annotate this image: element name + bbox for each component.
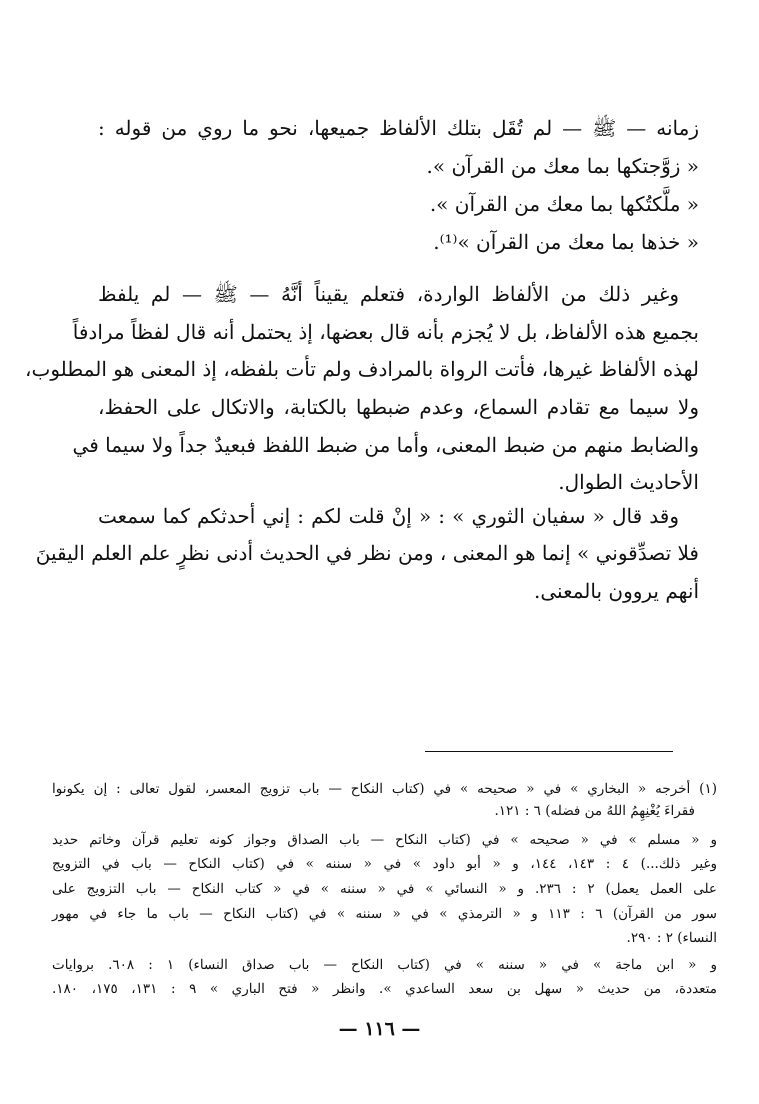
- quote-line: « ملَّكتُكها بما معك من القرآن ».: [429, 192, 699, 216]
- footnote-line: متعددة، من حديث « سهل بن سعد الساعدي ». وانظر « فتح الباري » ٩ : ١٣١، ١٧٥، ١٨٠.: [52, 981, 717, 997]
- body-line: بجميع هذه الألفاظ، بل لا يُجزم بأنه قال بعضها، إذ يحتمل أنه قال لفظاً مرادفاً: [72, 320, 699, 344]
- page-number: — ١١٦ —: [338, 1018, 421, 1040]
- body-line: الأحاديث الطوال.: [558, 470, 699, 494]
- footnote-line: (١) أخرجه « البخاري » في « صحيحه » في (كتاب النكاح — باب تزويج المعسر، لقول تعالى : إن يكونوا: [52, 781, 717, 797]
- quote-line: « زوَّجتكها بما معك من القرآن ».: [426, 154, 699, 178]
- footnote-separator: [425, 751, 673, 752]
- footnote-line: فقراءَ يُغْنِهِمُ اللهُ من فضله) ٦ : ١٢١.: [494, 803, 695, 819]
- footnote-line: و « مسلم » في « صحيحه » في (كتاب النكاح — باب الصداق وجواز كونه تعليم قرآن وخاتم حديد: [52, 832, 717, 848]
- body-line: فلا تصدِّقوني » إنما هو المعنى ، ومن نظر في الحديث أدنى نظرٍ علم العلم اليقينَ: [35, 541, 699, 565]
- footnote-line: النساء) ٢ : ٢٩٠.: [626, 930, 717, 946]
- body-line: وغير ذلك من الألفاظ الواردة، فتعلم يقيناً أنَّهُ — ﷺ — لم يلفظ: [98, 282, 679, 306]
- body-line: زمانه — ﷺ — لم تُقَل بتلك الألفاظ جميعها، نحو ما روي من قوله :: [98, 116, 699, 140]
- body-line: أنهم يروون بالمعنى.: [534, 579, 699, 603]
- footnote-line: سور من القرآن) ٦ : ١١٣ و « الترمذي » في « سننه » في (كتاب النكاح — باب ما جاء في مهور: [52, 906, 717, 922]
- footnote-line: على العمل يعمل) ٢ : ٢٣٦. و « النسائي » في « سننه » في « كتاب النكاح — باب التزويج على: [52, 881, 717, 897]
- body-line: لهذه الألفاظ غيرها، فأتت الرواة بالمرادف ولم تأت بلفظه، إذ المعنى هو المطلوب،: [25, 357, 699, 381]
- body-line: والضابط منهم من ضبط المعنى، وأما من ضبط اللفظ فبعيدٌ جداً ولا سيما في: [72, 433, 699, 457]
- body-line: وقد قال « سفيان الثوري » : « إنْ قلت لكم : إني أحدثكم كما سمعت: [98, 504, 679, 528]
- footnote-line: وغير ذلك...) ٤ : ١٤٣، ١٤٤، و « أبو داود » في « سننه » في (كتاب النكاح — باب في التزويج: [52, 856, 717, 872]
- body-line: ولا سيما مع تقادم السماع، وعدم ضبطها بالكتابة، والاتكال على الحفظ،: [98, 395, 699, 419]
- footnote-line: و « ابن ماجة » في « سننه » في (كتاب النكاح — باب صداق النساء) ١ : ٦٠٨. بروايات: [52, 957, 717, 973]
- quote-line: « خذها بما معك من القرآن »⁽¹⁾.: [433, 230, 699, 254]
